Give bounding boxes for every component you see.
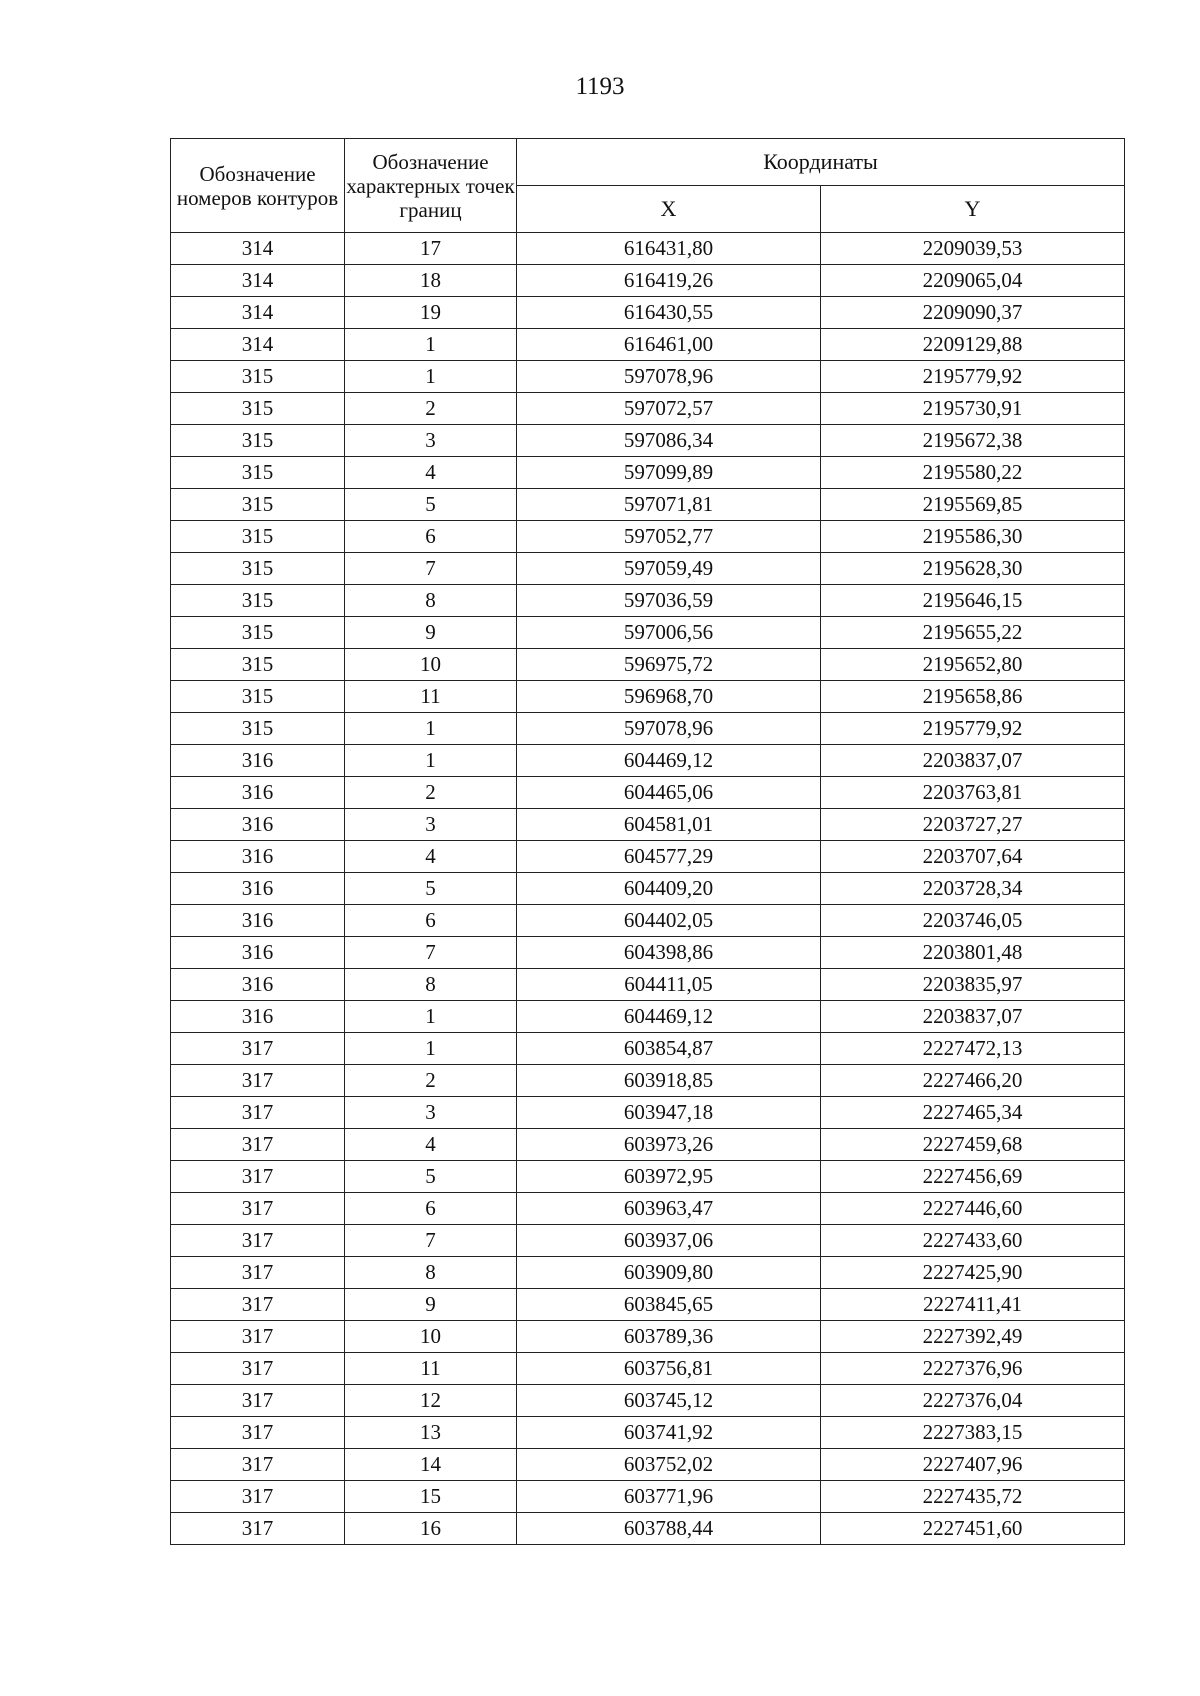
cell-x-coordinate: 597071,81 xyxy=(517,489,821,521)
cell-x-coordinate: 604577,29 xyxy=(517,841,821,873)
cell-y-coordinate: 2227435,72 xyxy=(821,1481,1125,1513)
table-row xyxy=(171,233,1125,265)
cell-x-coordinate: 603937,06 xyxy=(517,1225,821,1257)
table-row xyxy=(171,841,1125,873)
cell-point-number: 6 xyxy=(345,521,517,553)
cell-contour-number: 315 xyxy=(171,361,345,393)
table-row xyxy=(171,1097,1125,1129)
cell-y-coordinate: 2195586,30 xyxy=(821,521,1125,553)
header-contour-numbers: Обозначение номеров контуров xyxy=(171,139,345,233)
table-body xyxy=(171,233,1125,1545)
cell-point-number: 2 xyxy=(345,777,517,809)
cell-x-coordinate: 604469,12 xyxy=(517,745,821,777)
cell-x-coordinate: 597078,96 xyxy=(517,713,821,745)
header-y: Y xyxy=(821,186,1125,233)
table-row xyxy=(171,521,1125,553)
table-row xyxy=(171,617,1125,649)
table-row xyxy=(171,1513,1125,1545)
cell-point-number: 14 xyxy=(345,1449,517,1481)
cell-x-coordinate: 603756,81 xyxy=(517,1353,821,1385)
cell-x-coordinate: 597086,34 xyxy=(517,425,821,457)
cell-y-coordinate: 2195779,92 xyxy=(821,361,1125,393)
cell-y-coordinate: 2227376,04 xyxy=(821,1385,1125,1417)
cell-x-coordinate: 604581,01 xyxy=(517,809,821,841)
cell-y-coordinate: 2203835,97 xyxy=(821,969,1125,1001)
cell-contour-number: 316 xyxy=(171,905,345,937)
cell-x-coordinate: 604469,12 xyxy=(517,1001,821,1033)
cell-contour-number: 314 xyxy=(171,233,345,265)
cell-y-coordinate: 2203707,64 xyxy=(821,841,1125,873)
cell-contour-number: 315 xyxy=(171,585,345,617)
cell-point-number: 1 xyxy=(345,1001,517,1033)
cell-y-coordinate: 2195655,22 xyxy=(821,617,1125,649)
cell-y-coordinate: 2203728,34 xyxy=(821,873,1125,905)
cell-y-coordinate: 2227433,60 xyxy=(821,1225,1125,1257)
cell-x-coordinate: 604411,05 xyxy=(517,969,821,1001)
table-row xyxy=(171,361,1125,393)
cell-contour-number: 315 xyxy=(171,553,345,585)
table-row xyxy=(171,1001,1125,1033)
cell-point-number: 13 xyxy=(345,1417,517,1449)
table-row xyxy=(171,329,1125,361)
cell-y-coordinate: 2209129,88 xyxy=(821,329,1125,361)
cell-y-coordinate: 2227446,60 xyxy=(821,1193,1125,1225)
cell-y-coordinate: 2195672,38 xyxy=(821,425,1125,457)
cell-point-number: 4 xyxy=(345,457,517,489)
cell-contour-number: 316 xyxy=(171,777,345,809)
cell-x-coordinate: 597099,89 xyxy=(517,457,821,489)
cell-contour-number: 316 xyxy=(171,969,345,1001)
cell-contour-number: 317 xyxy=(171,1417,345,1449)
table-row xyxy=(171,937,1125,969)
cell-contour-number: 315 xyxy=(171,393,345,425)
table-row xyxy=(171,649,1125,681)
cell-x-coordinate: 603745,12 xyxy=(517,1385,821,1417)
cell-point-number: 11 xyxy=(345,681,517,713)
cell-contour-number: 317 xyxy=(171,1033,345,1065)
cell-x-coordinate: 616430,55 xyxy=(517,297,821,329)
cell-point-number: 5 xyxy=(345,489,517,521)
table-row xyxy=(171,681,1125,713)
table-row xyxy=(171,1193,1125,1225)
cell-contour-number: 315 xyxy=(171,681,345,713)
cell-point-number: 9 xyxy=(345,1289,517,1321)
table-row xyxy=(171,585,1125,617)
cell-contour-number: 316 xyxy=(171,745,345,777)
cell-x-coordinate: 604409,20 xyxy=(517,873,821,905)
page-number: 1193 xyxy=(575,73,625,100)
table-row xyxy=(171,265,1125,297)
cell-y-coordinate: 2195652,80 xyxy=(821,649,1125,681)
cell-contour-number: 317 xyxy=(171,1353,345,1385)
cell-y-coordinate: 2203837,07 xyxy=(821,745,1125,777)
header-x: X xyxy=(517,186,821,233)
cell-point-number: 19 xyxy=(345,297,517,329)
table-row xyxy=(171,777,1125,809)
cell-point-number: 3 xyxy=(345,809,517,841)
cell-contour-number: 317 xyxy=(171,1513,345,1545)
cell-point-number: 9 xyxy=(345,617,517,649)
cell-point-number: 1 xyxy=(345,329,517,361)
cell-point-number: 6 xyxy=(345,905,517,937)
cell-x-coordinate: 616419,26 xyxy=(517,265,821,297)
header-boundary-points: Обозначение характерных точек границ xyxy=(345,139,517,233)
cell-contour-number: 314 xyxy=(171,329,345,361)
table-row xyxy=(171,1033,1125,1065)
table-row xyxy=(171,809,1125,841)
cell-y-coordinate: 2227465,34 xyxy=(821,1097,1125,1129)
cell-x-coordinate: 603845,65 xyxy=(517,1289,821,1321)
cell-contour-number: 316 xyxy=(171,873,345,905)
cell-y-coordinate: 2195569,85 xyxy=(821,489,1125,521)
table-row xyxy=(171,713,1125,745)
cell-x-coordinate: 596975,72 xyxy=(517,649,821,681)
cell-contour-number: 315 xyxy=(171,617,345,649)
cell-point-number: 17 xyxy=(345,233,517,265)
cell-x-coordinate: 604465,06 xyxy=(517,777,821,809)
cell-contour-number: 317 xyxy=(171,1193,345,1225)
coordinates-table xyxy=(170,138,1125,1545)
cell-x-coordinate: 603771,96 xyxy=(517,1481,821,1513)
cell-contour-number: 315 xyxy=(171,489,345,521)
cell-contour-number: 315 xyxy=(171,521,345,553)
cell-point-number: 7 xyxy=(345,553,517,585)
table-row xyxy=(171,1225,1125,1257)
cell-y-coordinate: 2203763,81 xyxy=(821,777,1125,809)
cell-y-coordinate: 2203746,05 xyxy=(821,905,1125,937)
cell-y-coordinate: 2227456,69 xyxy=(821,1161,1125,1193)
cell-x-coordinate: 603854,87 xyxy=(517,1033,821,1065)
cell-point-number: 18 xyxy=(345,265,517,297)
cell-contour-number: 317 xyxy=(171,1065,345,1097)
table-row xyxy=(171,873,1125,905)
cell-y-coordinate: 2209090,37 xyxy=(821,297,1125,329)
cell-y-coordinate: 2195730,91 xyxy=(821,393,1125,425)
cell-contour-number: 317 xyxy=(171,1161,345,1193)
cell-y-coordinate: 2195646,15 xyxy=(821,585,1125,617)
cell-x-coordinate: 603909,80 xyxy=(517,1257,821,1289)
table-row xyxy=(171,969,1125,1001)
cell-point-number: 1 xyxy=(345,361,517,393)
table-row xyxy=(171,393,1125,425)
cell-point-number: 7 xyxy=(345,937,517,969)
table-row xyxy=(171,1129,1125,1161)
cell-x-coordinate: 597052,77 xyxy=(517,521,821,553)
cell-contour-number: 316 xyxy=(171,1001,345,1033)
cell-y-coordinate: 2227411,41 xyxy=(821,1289,1125,1321)
table-row xyxy=(171,1481,1125,1513)
cell-point-number: 10 xyxy=(345,649,517,681)
cell-contour-number: 316 xyxy=(171,937,345,969)
cell-x-coordinate: 604402,05 xyxy=(517,905,821,937)
table-row xyxy=(171,1449,1125,1481)
cell-y-coordinate: 2227459,68 xyxy=(821,1129,1125,1161)
header-coordinates: Координаты xyxy=(517,139,1125,186)
table-row xyxy=(171,1353,1125,1385)
cell-point-number: 10 xyxy=(345,1321,517,1353)
cell-point-number: 5 xyxy=(345,873,517,905)
cell-y-coordinate: 2209039,53 xyxy=(821,233,1125,265)
cell-contour-number: 317 xyxy=(171,1097,345,1129)
cell-point-number: 8 xyxy=(345,1257,517,1289)
cell-x-coordinate: 603788,44 xyxy=(517,1513,821,1545)
cell-point-number: 7 xyxy=(345,1225,517,1257)
table-row xyxy=(171,457,1125,489)
cell-point-number: 1 xyxy=(345,713,517,745)
cell-point-number: 3 xyxy=(345,1097,517,1129)
cell-contour-number: 317 xyxy=(171,1321,345,1353)
cell-y-coordinate: 2227425,90 xyxy=(821,1257,1125,1289)
cell-x-coordinate: 597006,56 xyxy=(517,617,821,649)
cell-contour-number: 317 xyxy=(171,1481,345,1513)
cell-contour-number: 317 xyxy=(171,1385,345,1417)
cell-y-coordinate: 2227466,20 xyxy=(821,1065,1125,1097)
cell-y-coordinate: 2195779,92 xyxy=(821,713,1125,745)
cell-y-coordinate: 2227472,13 xyxy=(821,1033,1125,1065)
cell-x-coordinate: 616461,00 xyxy=(517,329,821,361)
cell-point-number: 11 xyxy=(345,1353,517,1385)
cell-point-number: 2 xyxy=(345,393,517,425)
cell-x-coordinate: 597059,49 xyxy=(517,553,821,585)
cell-y-coordinate: 2227392,49 xyxy=(821,1321,1125,1353)
cell-y-coordinate: 2227451,60 xyxy=(821,1513,1125,1545)
cell-x-coordinate: 597078,96 xyxy=(517,361,821,393)
cell-x-coordinate: 603972,95 xyxy=(517,1161,821,1193)
cell-point-number: 2 xyxy=(345,1065,517,1097)
table-row xyxy=(171,1417,1125,1449)
cell-point-number: 1 xyxy=(345,745,517,777)
cell-x-coordinate: 603789,36 xyxy=(517,1321,821,1353)
cell-y-coordinate: 2227407,96 xyxy=(821,1449,1125,1481)
table-header xyxy=(171,139,1125,233)
cell-y-coordinate: 2209065,04 xyxy=(821,265,1125,297)
cell-x-coordinate: 596968,70 xyxy=(517,681,821,713)
cell-x-coordinate: 616431,80 xyxy=(517,233,821,265)
cell-point-number: 15 xyxy=(345,1481,517,1513)
cell-y-coordinate: 2195580,22 xyxy=(821,457,1125,489)
cell-x-coordinate: 597072,57 xyxy=(517,393,821,425)
cell-contour-number: 317 xyxy=(171,1129,345,1161)
table-row xyxy=(171,1385,1125,1417)
cell-x-coordinate: 603963,47 xyxy=(517,1193,821,1225)
cell-contour-number: 314 xyxy=(171,265,345,297)
cell-contour-number: 317 xyxy=(171,1225,345,1257)
cell-contour-number: 316 xyxy=(171,809,345,841)
cell-y-coordinate: 2203727,27 xyxy=(821,809,1125,841)
table-row xyxy=(171,1289,1125,1321)
cell-point-number: 6 xyxy=(345,1193,517,1225)
cell-x-coordinate: 603752,02 xyxy=(517,1449,821,1481)
table-row xyxy=(171,1257,1125,1289)
cell-point-number: 3 xyxy=(345,425,517,457)
cell-contour-number: 315 xyxy=(171,713,345,745)
cell-x-coordinate: 597036,59 xyxy=(517,585,821,617)
cell-point-number: 5 xyxy=(345,1161,517,1193)
table-row xyxy=(171,553,1125,585)
cell-contour-number: 315 xyxy=(171,649,345,681)
cell-contour-number: 317 xyxy=(171,1289,345,1321)
cell-x-coordinate: 603973,26 xyxy=(517,1129,821,1161)
table-row xyxy=(171,489,1125,521)
cell-x-coordinate: 603741,92 xyxy=(517,1417,821,1449)
cell-x-coordinate: 603947,18 xyxy=(517,1097,821,1129)
cell-contour-number: 317 xyxy=(171,1257,345,1289)
cell-y-coordinate: 2203837,07 xyxy=(821,1001,1125,1033)
table-row xyxy=(171,745,1125,777)
cell-point-number: 12 xyxy=(345,1385,517,1417)
cell-y-coordinate: 2195658,86 xyxy=(821,681,1125,713)
table-row xyxy=(171,1161,1125,1193)
table-row xyxy=(171,425,1125,457)
cell-contour-number: 315 xyxy=(171,457,345,489)
cell-point-number: 8 xyxy=(345,969,517,1001)
cell-y-coordinate: 2195628,30 xyxy=(821,553,1125,585)
cell-y-coordinate: 2203801,48 xyxy=(821,937,1125,969)
table-row xyxy=(171,297,1125,329)
cell-x-coordinate: 604398,86 xyxy=(517,937,821,969)
cell-point-number: 1 xyxy=(345,1033,517,1065)
table-row xyxy=(171,1065,1125,1097)
table-row xyxy=(171,905,1125,937)
cell-x-coordinate: 603918,85 xyxy=(517,1065,821,1097)
cell-point-number: 4 xyxy=(345,841,517,873)
table-row xyxy=(171,1321,1125,1353)
cell-contour-number: 316 xyxy=(171,841,345,873)
cell-y-coordinate: 2227376,96 xyxy=(821,1353,1125,1385)
cell-point-number: 16 xyxy=(345,1513,517,1545)
cell-contour-number: 315 xyxy=(171,425,345,457)
cell-contour-number: 317 xyxy=(171,1449,345,1481)
cell-y-coordinate: 2227383,15 xyxy=(821,1417,1125,1449)
cell-point-number: 4 xyxy=(345,1129,517,1161)
cell-point-number: 8 xyxy=(345,585,517,617)
cell-contour-number: 314 xyxy=(171,297,345,329)
